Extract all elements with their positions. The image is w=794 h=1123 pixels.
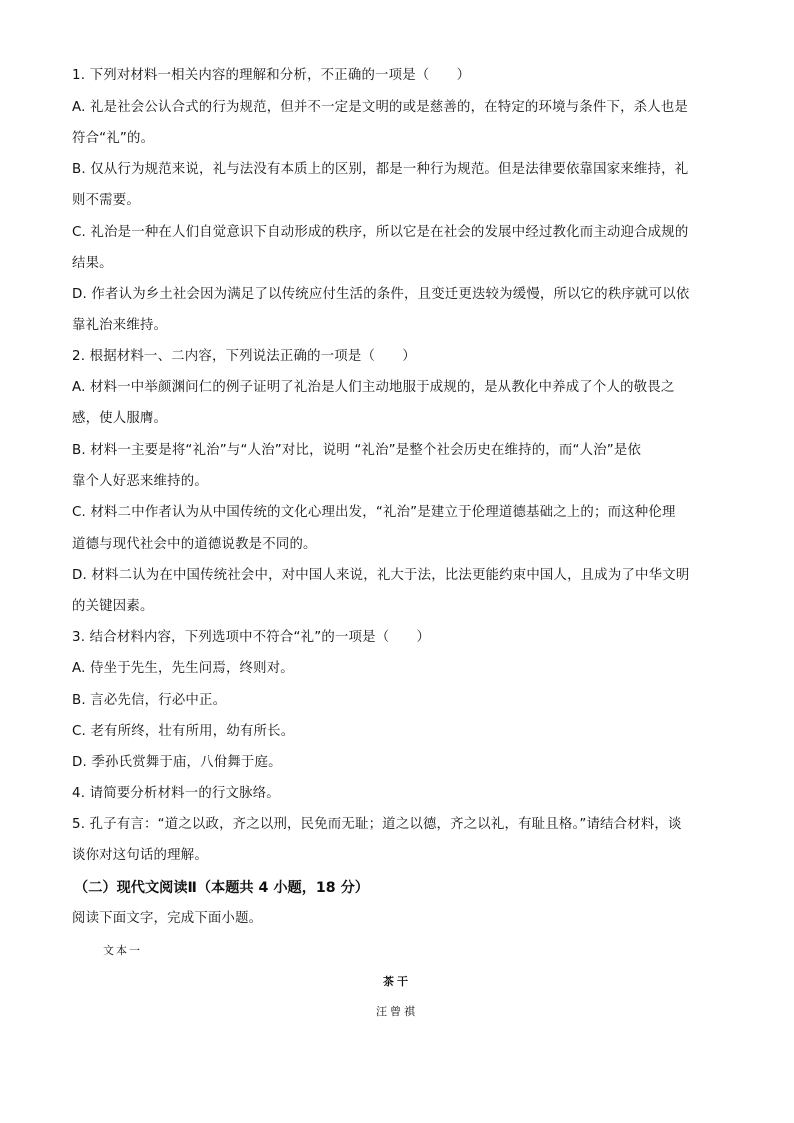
question-5-stem-cont: 谈你对这句话的理解。 — [72, 848, 208, 863]
question-1-option-d: D. 作者认为乡土社会因为满足了以传统应付生活的条件，且变迁更迭较为缓慢，所以它的秩序就可以依 — [72, 287, 690, 302]
question-3-option-c: C. 老有所终，壮有所用，幼有所长。 — [72, 724, 295, 739]
story-author: 汪曾祺 — [376, 1005, 418, 1018]
question-2-option-d-cont: 的关键因素。 — [72, 599, 154, 614]
question-4-stem: 4. 请简要分析材料一的行文脉络。 — [72, 786, 280, 801]
story-title: 茶干 — [383, 975, 411, 988]
question-2-option-b-cont: 靠个人好恶来维持的。 — [72, 474, 208, 489]
question-1-option-a: A. 礼是社会公认合式的行为规范，但并不一定是文明的或是慈善的，在特定的环境与条件下，杀人也是 — [72, 100, 689, 115]
question-1-option-b-cont: 则不需要。 — [72, 193, 140, 208]
question-3-option-b: B. 言必先信，行必中正。 — [72, 693, 227, 708]
question-2-option-b: B. 材料一主要是将“礼治”与“人治”对比，说明 “礼治”是整个社会历史在维持的，而“人治”是依 — [72, 443, 642, 458]
question-2-option-a: A. 材料一中举颜渊问仁的例子证明了礼治是人们主动地服于成规的，是从教化中养成了个人的敬畏之 — [72, 380, 675, 395]
question-1-option-d-cont: 靠礼治来维持。 — [72, 318, 168, 333]
question-2-option-d: D. 材料二认为在中国传统社会中，对中国人来说，礼大于法，比法更能约束中国人，且成为了中华文明 — [72, 568, 690, 583]
reading-instruction: 阅读下面文字，完成下面小题。 — [72, 911, 263, 926]
question-2-option-a-cont: 感，使人服膺。 — [72, 411, 168, 426]
question-3-option-a: A. 侍坐于先生，先生问焉，终则对。 — [72, 661, 294, 676]
question-1-option-c-cont: 结果。 — [72, 256, 113, 271]
question-2-option-c: C. 材料二中作者认为从中国传统的文化心理出发，“礼治”是建立于伦理道德基础之上的；而这种伦理 — [72, 505, 676, 520]
question-1-option-a-cont: 符合“礼”的。 — [72, 131, 155, 146]
question-3-option-d: D. 季孙氏赏舞于庙，八佾舞于庭。 — [72, 755, 282, 770]
question-1-stem: 1. 下列对材料一相关内容的理解和分析，不正确的一项是（ ） — [72, 68, 471, 83]
section-heading: （二）现代文阅读Ⅱ（本题共 4 小题，18 分） — [74, 880, 369, 896]
question-2-option-c-cont: 道德与现代社会中的道德说教是不同的。 — [72, 537, 317, 552]
question-3-stem: 3. 结合材料内容，下列选项中不符合“礼”的一项是（ ） — [72, 630, 431, 645]
question-1-option-b: B. 仅从行为规范来说，礼与法没有本质上的区别，都是一种行为规范。但是法律要依靠国家来维持，礼 — [72, 162, 689, 177]
text-label: 文本一 — [103, 944, 142, 957]
question-2-stem: 2. 根据材料一、二内容，下列说法正确的一项是（ ） — [72, 349, 416, 364]
question-1-option-c: C. 礼治是一种在人们自觉意识下自动形成的秩序，所以它是在社会的发展中经过教化而主动迎合成规的 — [72, 225, 689, 240]
question-5-stem: 5. 孔子有言：“道之以政，齐之以刑，民免而无耻；道之以德，齐之以礼，有耻且格。”请结合材料，谈 — [72, 817, 682, 832]
